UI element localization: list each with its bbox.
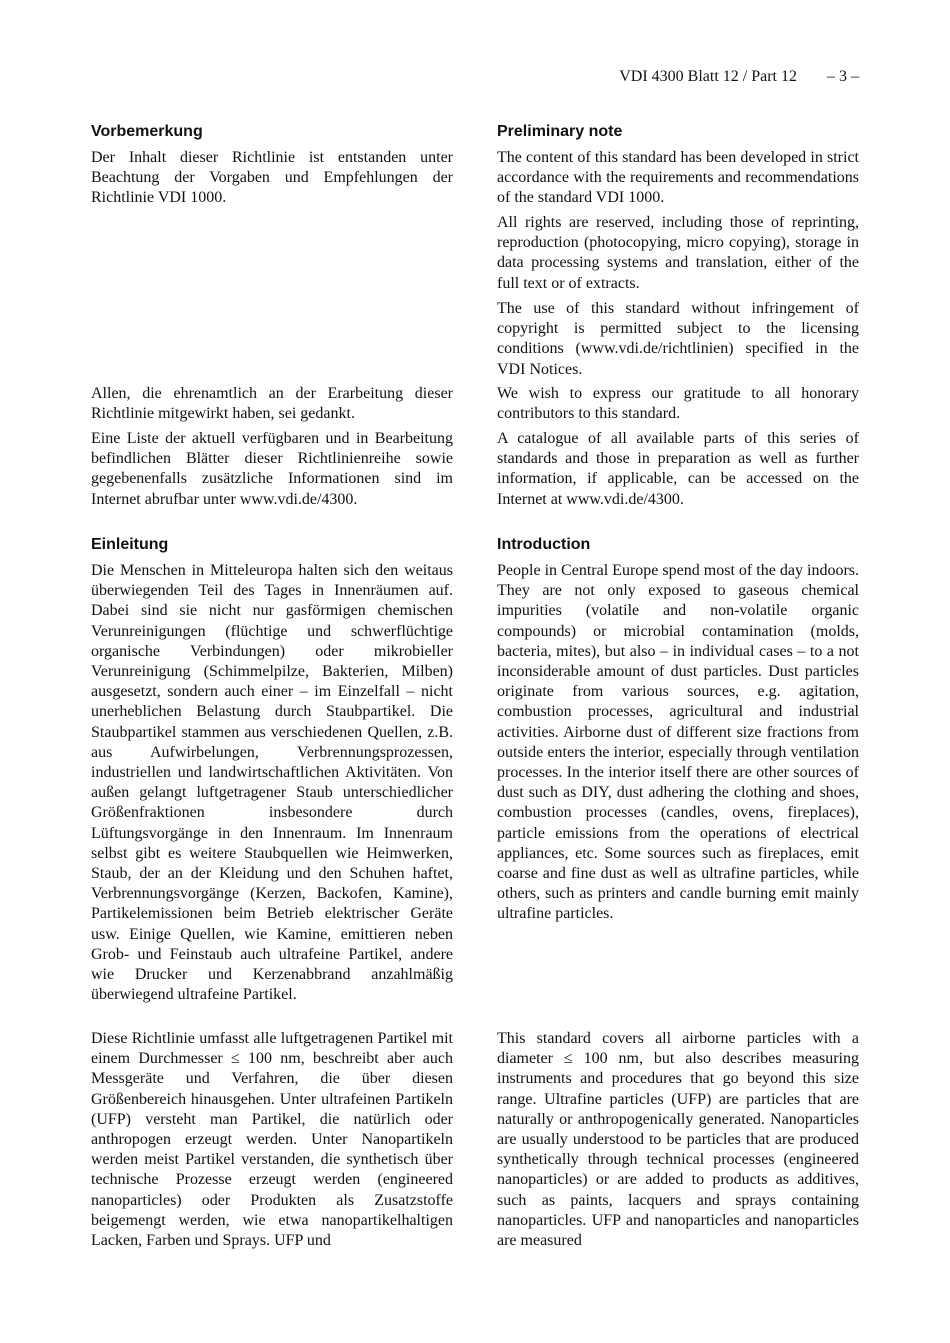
en-pre-paragraph-4: We wish to express our gratitude to all honorary contributors to this standard. [497, 385, 859, 423]
en-pre-paragraph-2: All rights are reserved, including those of reprinting, reproduction (photocopying, micro copying), storage in data processing systems and translation, either of the full text or of extracts. [497, 214, 859, 292]
heading-einleitung: Einleitung [91, 536, 169, 553]
english-column [497, 0, 859, 1343]
de-pre-paragraph-3: Eine Liste der aktuell verfügbaren und in Bearbeitung befindlichen Blätter dieser Richtlinienreihe sowie gegebenenfalls zusätzliche Informationen sind im Internet abrufbar unter www.vdi.de/4300. [91, 430, 453, 508]
en-pre-paragraph-1: The content of this standard has been developed in strict accordance with the requirements and recommendations of the standard VDI 1000. [497, 149, 859, 207]
de-pre-paragraph-1: Der Inhalt dieser Richtlinie ist entstanden unter Beachtung der Vorgaben und Empfehlungen der Richtlinie VDI 1000. [91, 149, 453, 207]
en-pre-paragraph-3: The use of this standard without infringement of copyright is permitted subject to the licensing conditions (www.vdi.de/richtlinien) specified in the VDI Notices. [497, 300, 859, 378]
heading-preliminary-note: Preliminary note [497, 123, 623, 140]
de-intro-paragraph-2: Diese Richtlinie umfasst alle luftgetragenen Partikel mit einem Durchmesser ≤ 100 nm, beschreibt aber auch Messgeräte und Verfahren, die über diesen Größenbereich hinausgehen. Unter ultrafeinen Partikeln (UFP) versteht man Partikel, die natürlich oder anthropogen erzeugt werden. Unter Nanopartikeln werden meist Partikel verstanden, die synthetisch über technische Prozesse erzeugt werden (engineered nanoparticles) oder Produkten als Zusatzstoffe beigemengt werden, wie etwa nanopartikelhaltigen Lacken, Farben und Sprays. UFP und [91, 1030, 453, 1250]
de-intro-paragraph-1: Die Menschen in Mitteleuropa halten sich den weitaus überwiegenden Teil des Tages in Innenräumen auf. Dabei sind sie nicht nur gasförmigen chemischen Verunreinigungen (flüchtige und schwerflüchtige organische Verbindungen) oder mikrobieller Verunreinigung (Schimmelpilze, Bakterien, Milben) ausgesetzt, sondern auch einer – im Einzelfall – nicht unerheblichen Belastung durch Staubpartikel. Die Staubpartikel stammen aus verschiedenen Quellen, z.B. aus Aufwirbelungen, Verbrennungsprozessen, industriellen und landwirtschaftlichen Aktivitäten. Von außen gelangt luftgetragener Staub unterschiedlicher Größenfraktionen insbesondere durch Lüftungsvorgänge in den Innenraum. Im Innenraum selbst gibt es weitere Staubquellen wie Heimwerken, Staub, der an der Kleidung und den Schuhen haftet, Verbrennungsvorgänge (Kerzen, Backofen, Kamine), Partikelemissionen beim Betrieb elektrischer Geräte usw. Einige Quellen, wie Kamine, emittieren neben Grob- und Feinstaub auch ultrafeine Partikel, andere wie Drucker und Kerzenabbrand anzahlmäßig überwiegend ultrafeine Partikel. [91, 562, 453, 1004]
en-intro-paragraph-1: People in Central Europe spend most of the day indoors. They are not only exposed to gaseous chemical impurities (volatile and non-volatile organic compounds) or microbial contamination (molds, bacteria, mites), but also – in individual cases – to a not inconsiderable amount of dust particles. Dust particles originate from various sources, e.g. agitation, combustion processes, agricultural and industrial activities. Airborne dust of different size fractions from outside enters the interior, especially through ventilation processes. In the interior itself there are other sources of dust such as DIY, dust adhering the clothing and shoes, combustion processes (candles, ovens, fireplaces), particle emissions from the operations of electrical appliances, etc. Some sources such as fireplaces, emit coarse and fine dust as well as ultrafine particles, while others, such as printers and candle burning emit mainly ultrafine particles. [497, 562, 859, 923]
de-pre-paragraph-2: Allen, die ehrenamtlich an der Erarbeitung dieser Richtlinie mitgewirkt haben, sei gedankt. [91, 385, 453, 423]
german-column [91, 0, 453, 1343]
heading-introduction: Introduction [497, 536, 591, 553]
document-id: VDI 4300 Blatt 12 / Part 12 [619, 68, 797, 85]
en-pre-paragraph-5: A catalogue of all available parts of this series of standards and those in preparation as well as further information, if applicable, can be accessed on the Internet at www.vdi.de/4300. [497, 430, 859, 508]
heading-vorbemerkung: Vorbemerkung [91, 123, 203, 140]
page-number: – 3 – [827, 68, 859, 85]
en-intro-paragraph-2: This standard covers all airborne particles with a diameter ≤ 100 nm, but also describes measuring instruments and procedures that go beyond this size range. Ultrafine particles (UFP) are particles that are naturally or anthropogenically generated. Nanoparticles are usually understood to be particles that are produced synthetically through technical processes (engineered nanoparticles) or are added to products as additives, such as paints, lacquers and sprays containing nanoparticles. UFP and nanoparticles and nanoparticles are measured [497, 1030, 859, 1250]
